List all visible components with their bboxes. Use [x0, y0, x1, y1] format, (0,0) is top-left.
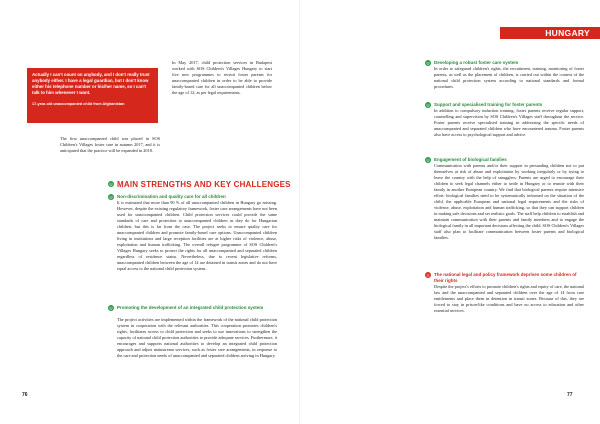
- item-heading: Promoting the development of an integrated child protection system: [117, 305, 264, 310]
- item-body: The project activities are implemented within the framework of the national child protection system in cooperation with the relevant authorities. This cooperation promotes children's rights, facilitates access to child protection and seeks to use innovations to strengthen the capacity of national child protection authorities to provide adequate services. Furthermore, it encourages and supports national authorities to develop an integrated child protection approach and adjust mainstream services, such as foster care arrangements, in response to the care and protection needs of unaccompanied and separated children arriving in Hungary.: [117, 317, 277, 358]
- item-icon: [425, 272, 431, 278]
- quote-text: Actually I can't count on anybody, and I don't really trust anybody either. I have a legal guardian, but I don't know either his telephone number or his/her name, so I can't talk to him whenever I want.: [32, 72, 150, 96]
- smiley-face-icon: [425, 157, 431, 163]
- smiley-face-icon: [108, 305, 114, 311]
- item-icon: [425, 60, 431, 66]
- intro-paragraph: In May 2017, child protection services in Budapest worked with SOS Children's Villages Hungary to start five new programmes to recruit foster parents for unaccompanied children in order to be able to provide family-based care for all unaccompanied children below the age of 12, as per legal requirements.: [172, 60, 272, 95]
- item-heading: Engagement of biological families: [434, 157, 507, 162]
- item-body: In addition to compulsory induction training, foster parents receive regular support, counselling and supervision by SOS Children's Villages staff throughout the service. Foster parents receive specialised training in addressing the specific needs of unaccompanied and separated children who have encountered trauma. Foster parents also have access to psychological support and advice.: [434, 108, 584, 137]
- item-heading: The national legal and policy framework deprives some children of their rights: [434, 272, 577, 283]
- item-heading: Support and specialised training for foster parents: [434, 102, 543, 107]
- sad-face-icon: [425, 272, 431, 278]
- country-label: HUNGARY: [545, 28, 590, 38]
- item-heading: Non-discrimination and quality care for all children: [117, 194, 226, 199]
- item-body: Communication with parents and/or their support in persuading children not to put themselves at risk of abuse and exploitation by working irregularly or by trying to leave the country with the help of smugglers. Parents are urged to encourage their children to seek legal channels either to settle in Hungary or to reunite with their family in another European country. We find that biological parents require intensive effort: biological families need to be systematically informed on the situation of the child, the applicable European and national legal requirements and the risks of violence, abuse, exploitation and human trafficking, so that they can support children in making safe decisions and set realistic goals. The staff help children to establish and maintain communication with their parents and family members and to engage the biological family in all important decisions affecting the child. SOS Children's Villages staff also plan to facilitate communication between foster parents and biological families.: [434, 163, 585, 240]
- item-body: It is estimated that more than 90 % of all unaccompanied children in Hungary go missing. However, despite the existing regulatory framework, foster care arrangements have not been used for unaccompanied children. Child protection services could provide the same standards of care and protection to unaccompanied children as they do for Hungarian children, but this is far from the case. The project seeks to ensure quality care for unaccompanied children and promote family-based care options. Unaccompanied children living in institutions and large reception facilities are at higher risks of violence, abuse, exploitation and human trafficking. The overall refugee programme of SOS Children's Villages Hungary seeks to protect the rights for all unaccompanied and separated children regardless of residence status. Nevertheless, due to recent legislative reforms, unaccompanied children between the age of 14 are detained in transit zones and do not have equal access to the national child protection system.: [117, 200, 277, 271]
- page-gutter: [299, 0, 300, 424]
- smiley-face-icon: [425, 102, 431, 108]
- strengths-smiley-icon: [108, 181, 114, 187]
- item-icon: [425, 102, 431, 108]
- smiley-face-icon: [108, 194, 114, 200]
- item-icon: [108, 194, 114, 200]
- section-title: MAIN STRENGTHS AND KEY CHALLENGES: [117, 180, 291, 189]
- item-body: Despite the project's efforts to promote children's rights and equity of care, the national law and the unaccompanied and separated children over the age of 14 from care entitlements and place them in detention in transit zones. Because of this, they are forced to stay in prison-like conditions and have no access to education and other essential services.: [434, 284, 584, 313]
- quote-attribution: 17-year-old unaccompanied child from Afghanistan: [32, 102, 125, 107]
- first-placement-paragraph: The first unaccompanied child was placed in SOS Children's Villages foster care in autumn 2017, and it is anticipated that the practice will be expanded in 2018.: [60, 136, 160, 153]
- smiley-face-icon: [108, 181, 114, 187]
- smiley-face-icon: [425, 60, 431, 66]
- item-body: In order to safeguard children's rights, the recruitment, training, monitoring of foster parents, as well as the placement of children, is carried out within the context of the national child protection system according to national standards and formal procedures.: [434, 66, 584, 89]
- quote-box: [27, 68, 158, 123]
- item-heading: Developing a robust foster care system: [434, 60, 519, 65]
- page-number-right: 77: [567, 392, 573, 398]
- page-number-left: 76: [22, 392, 28, 398]
- item-icon: [108, 305, 114, 311]
- item-icon: [425, 157, 431, 163]
